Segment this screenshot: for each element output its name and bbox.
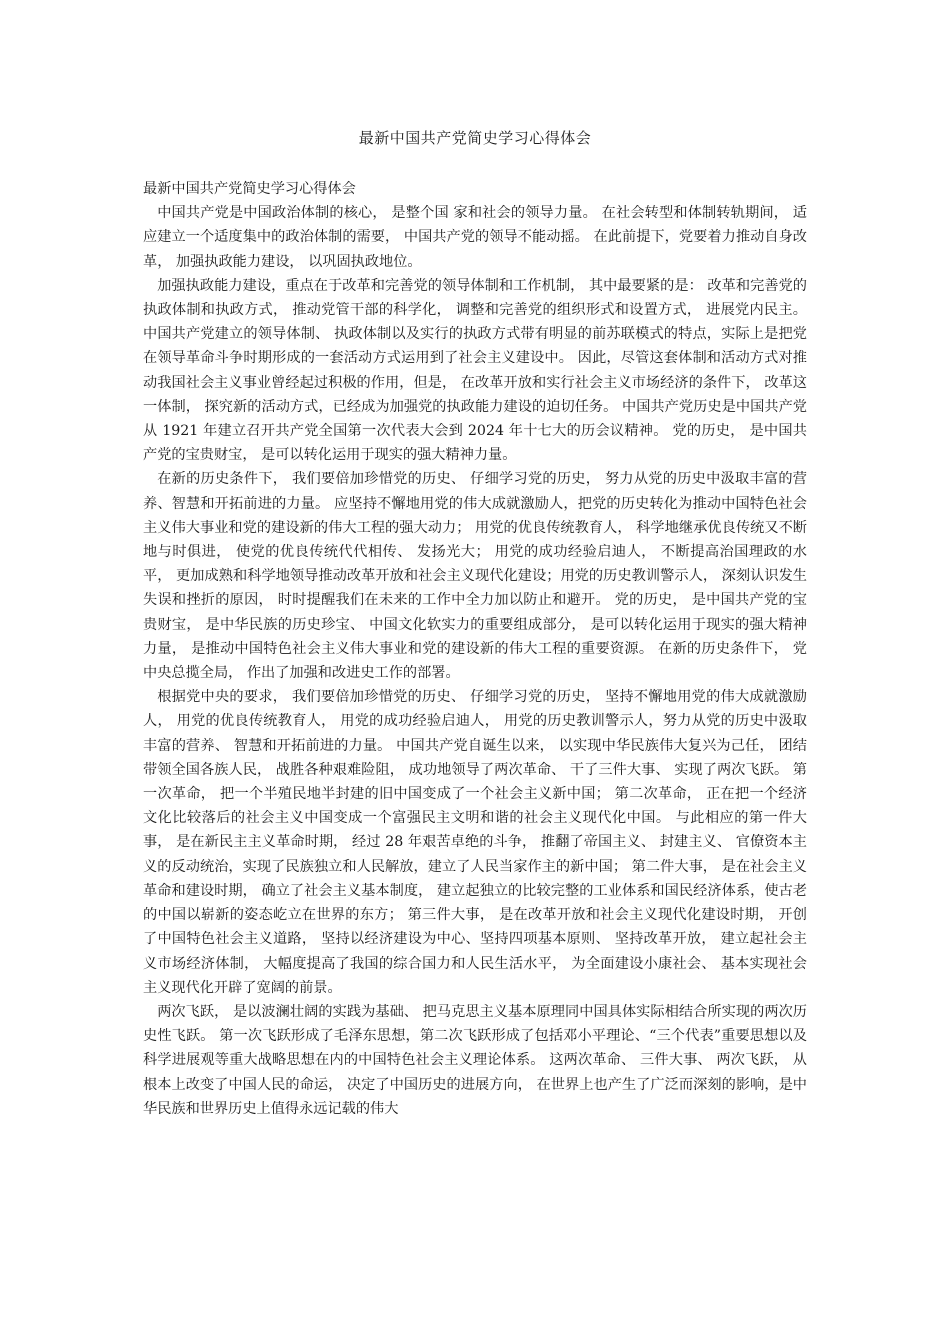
paragraph-3: 在新的历史条件下， 我们要倍加珍惜党的历史、 仔细学习党的历史， 努力从党的历史中汲取丰富的营养、智慧和开拓前进的力量。 应坚持不懈地用党的伟大成就激励人，把党的历史转化为推动中国特色社会主义伟大事业和党的建设新的伟大工程的强大动力； 用党的优良传统教育人， 科学地继承优良传统又不断地与时俱进， 使党的优良传统代代相传、 发扬光大； 用党的成功经验启迪人， 不断提高治国理政的水平， 更加成熟和科学地领导推动改革开放和社会主义现代化建设；用党的历史教训警示人， 深刻认识发生失误和挫折的原因， 时时提醒我们在未来的工作中全力加以防止和避开。 党的历史， 是中国共产党的宝贵财宝， 是中华民族的历史珍宝、 中国文化软实力的重要组成部分， 是可以转化运用于现实的强大精神力量， 是推动中国特色社会主义伟大事业和党的建设新的伟大工程的重要资源。 在新的历史条件下， 党中央总揽全局， 作出了加强和改进史工作的部署。 — [143, 471, 807, 682]
document-subtitle: 最新中国共产党简史学习心得体会 — [143, 181, 356, 197]
document-title: 最新中国共产党简史学习心得体会 — [358, 129, 592, 147]
paragraph-1: 中国共产党是中国政治体制的核心， 是整个国 家和社会的领导力量。 在社会转型和体制转轨期间， 适应建立一个适度集中的政治体制的需要， 中国共产党的领导不能动摇。 在此前提下，党要着力推动自身改革， 加强执政能力建设， 以巩固执政地位。 — [143, 205, 807, 270]
paragraph-5: 两次飞跃， 是以波澜壮阔的实践为基础、 把马克思主义基本原理同中国具体实际相结合所实现的两次历史性飞跃。 第一次飞跃形成了毛泽东思想，第二次飞跃形成了包括邓小平理论、“三个代表”重要思想以及科学进展观等重大战略思想在内的中国特色社会主义理论体系。 这两次革命、 三件大事、 两次飞跃， 从根本上改变了中国人民的命运， 决定了中国历史的进展方向， 在世界上也产生了广泛而深刻的影响，是中华民族和世界历史上值得永远记载的伟大 — [143, 1003, 807, 1117]
paragraph-2: 加强执政能力建设，重点在于改革和完善党的领导体制和工作机制， 其中最要紧的是： 改革和完善党的执政体制和执政方式， 推动党管干部的科学化， 调整和完善党的组织形式和设置方式， 进展党内民主。 中国共产党建立的领导体制、 执政体制以及实行的执政方式带有明显的前苏联模式的特点，实际上是把党在领导革命斗争时期形成的一套活动方式运用到了社会主义建设中。 因此，尽管这套体制和活动方式对推动我国社会主义事业曾经起过积极的作用，但是， 在改革开放和实行社会主义市场经济的条件下， 改革这一体制， 探究新的活动方式，已经成为加强党的执政能力建设的迫切任务。 中国共产党历史是中国共产党从 1921 年建立召开共产党全国第一次代表大会到 2024 年十七大的历会议精神。 党的历史， 是中国共产党的宝贵财宝， 是可以转化运用于现实的强大精神力量。 — [143, 277, 807, 464]
document-body — [143, 177, 807, 1121]
paragraph-4: 根据党中央的要求， 我们要倍加珍惜党的历史、 仔细学习党的历史， 坚持不懈地用党的伟大成就激励人， 用党的优良传统教育人， 用党的成功经验启迪人， 用党的历史教训警示人，努力从党的历史中汲取丰富的营养、 智慧和开拓前进的力量。 中国共产党自诞生以来， 以实现中华民族伟大复兴为己任， 团结带领全国各族人民， 战胜各种艰难险阻， 成功地领导了两次革命、 干了三件大事、 实现了两次飞跃。 第一次革命， 把一个半殖民地半封建的旧中国变成了一个社会主义新中国； 第二次革命， 正在把一个经济文化比较落后的社会主义中国变成一个富强民主文明和谐的社会主义现代化中国。 与此相应的第一件大事， 是在新民主主义革命时期， 经过 28 年艰苦卓绝的斗争， 推翻了帝国主义、 封建主义、 官僚资本主义的反动统治，实现了民族独立和人民解放，建立了人民当家作主的新中国； 第二件大事， 是在社会主义革命和建设时期， 确立了社会主义基本制度， 建立起独立的比较完整的工业体系和国民经济体系，使古老的中国以崭新的姿态屹立在世界的东方； 第三件大事， 是在改革开放和社会主义现代化建设时期， 开创了中国特色社会主义道路， 坚持以经济建设为中心、坚持四项基本原则、 坚持改革开放， 建立起社会主义市场经济体制， 大幅度提高了我国的综合国力和人民生活水平， 为全面建设小康社会、 基本实现社会主义现代化开辟了宽阔的前景。 — [143, 689, 807, 996]
